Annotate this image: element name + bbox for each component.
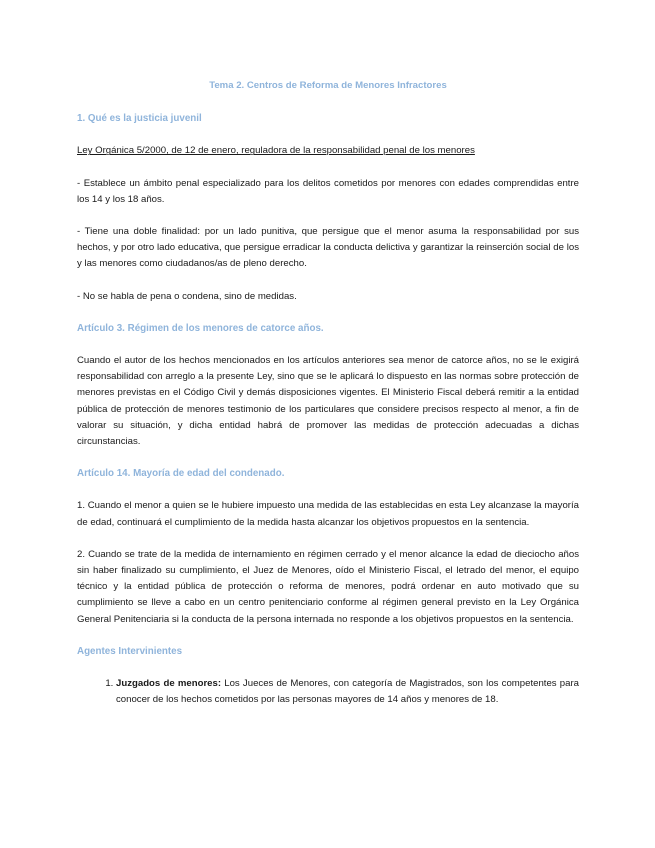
article-14-point-2: 2. Cuando se trate de la medida de internamiento en régimen cerrado y el menor alcance la edad de dieciocho años sin haber finalizado su cumplimiento, el Juez de Menores, oído el Ministerio Fiscal, el letrado del menor, el equipo técnico y la entidad pública de protección o reforma de menores, podrá ordenar en auto motivado que su cumplimiento se lleve a cabo en un centro penitenciario conforme al régimen general previsto en la Ley Orgánica General Penitenciaria si la conducta de la persona internada no responde a los objetivos propuestos en la sentencia.: [77, 548, 579, 625]
document-content: [77, 78, 579, 708]
law-point-ambito: - Establece un ámbito penal especializado para los delitos cometidos por menores con edades comprendidas entre los 14 y los 18 años.: [77, 177, 579, 205]
law-point-finalidad: - Tiene una doble finalidad: por un lado punitiva, que persigue que el menor asuma la responsabilidad por sus hechos, y por otro lado educativa, que persigue erradicar la conducta delictiva y garantizar la reinserción social de los y las menores como ciudadanos/as de pleno derecho.: [77, 226, 579, 270]
law-point-medidas: - No se habla de pena o condena, sino de medidas.: [77, 290, 297, 302]
article-14-heading: Artículo 14. Mayoría de edad del condenado.: [77, 468, 285, 480]
document-title: Tema 2. Centros de Reforma de Menores Infractores: [209, 80, 447, 91]
agents-list: [77, 676, 579, 708]
agent-term: Juzgados de menores:: [116, 678, 222, 690]
section-heading-justicia-juvenil: 1. Qué es la justicia juvenil: [77, 113, 202, 125]
law-title: Ley Orgánica 5/2000, de 12 de enero, reguladora de la responsabilidad penal de los menores: [77, 145, 475, 157]
article-14-point-1: 1. Cuando el menor a quien se le hubiere impuesto una medida de las establecidas en esta Ley alcanzase la mayoría de edad, continuará el cumplimiento de la medida hasta alcanzar los objetivos propuestos en la sentencia.: [77, 500, 579, 528]
article-3-heading: Artículo 3. Régimen de los menores de catorce años.: [77, 322, 324, 334]
agents-heading: Agentes Intervinientes: [77, 645, 183, 657]
article-3-text: Cuando el autor de los hechos mencionados en los artículos anteriores sea menor de catorce años, no se le exigirá responsabilidad con arreglo a la presente Ley, sino que se le aplicará lo dispuesto en las normas sobre protección de menores previstas en el Código Civil y demás disposiciones vigentes. El Ministerio Fiscal deberá remitir a la entidad pública de protección de menores testimonio de los particulares que considere precisos respecto al menor, a fin de valorar su situación, y dicha entidad habrá de promover las medidas de protección adecuadas a dichas circunstancias.: [77, 355, 579, 448]
agent-description: Los Jueces de Menores, con categoría de Magistrados, son los competentes para conocer de los hechos cometidos por las personas mayores de 14 años y menores de 18.: [116, 678, 579, 706]
list-item: [116, 676, 579, 708]
